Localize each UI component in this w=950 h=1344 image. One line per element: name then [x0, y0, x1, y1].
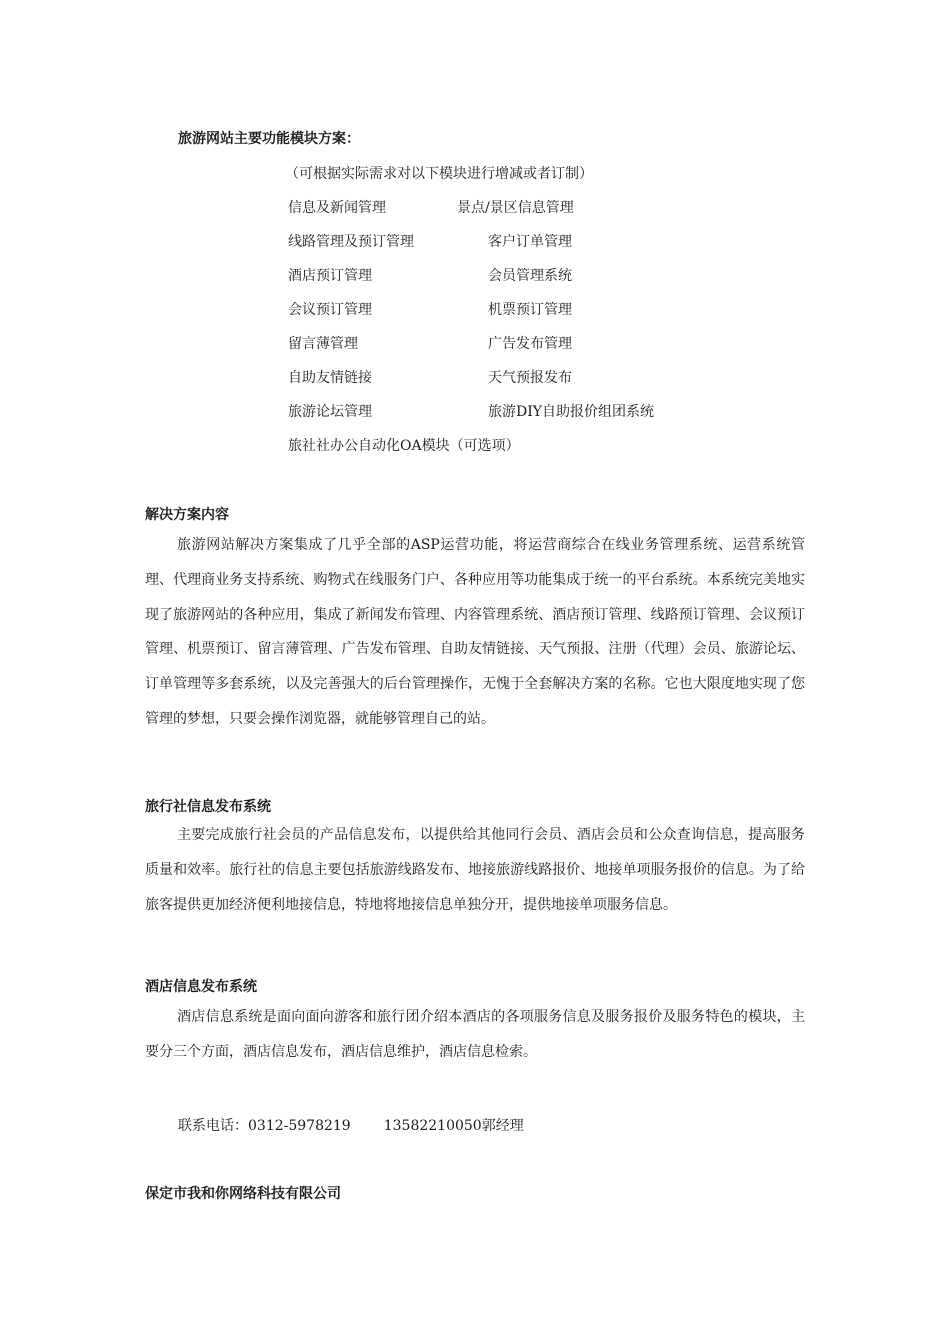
hotel-paragraph: 酒店信息系统是面向面向游客和旅行团介绍本酒店的各项服务信息及服务报价及服务特色的模块，主要分三个方面，酒店信息发布，酒店信息维护，酒店信息检索。 — [145, 1009, 805, 1060]
module-item: 酒店预订管理 — [288, 268, 372, 284]
company-name: 保定市我和你网络科技有限公司 — [145, 1186, 341, 1202]
module-item: 会议预订管理 — [288, 302, 372, 318]
contact-phone: 0312-5978219 — [248, 1118, 351, 1134]
travel-agency-paragraph: 主要完成旅行社会员的产品信息发布，以提供给其他同行会员、酒店会员和公众查询信息，提高服务质量和效率。旅行社的信息主要包括旅游线路发布、地接旅游线路报价、地接单项服务报价的信息。为了给旅客提供更加经济便利地接信息，特地将地接信息单独分开，提供地接单项服务信息。 — [145, 827, 805, 913]
contact-person: 郭经理 — [481, 1118, 524, 1134]
module-item: 广告发布管理 — [488, 336, 572, 352]
module-item: 客户订单管理 — [488, 234, 572, 250]
contact-mobile: 13582210050 — [383, 1118, 482, 1134]
hotel-heading: 酒店信息发布系统 — [145, 979, 257, 995]
module-item: 旅游论坛管理 — [288, 404, 372, 420]
module-item: 旅游DIY自助报价组团系统 — [488, 404, 654, 420]
module-item: 线路管理及预订管理 — [288, 234, 414, 250]
module-item: 景点/景区信息管理 — [457, 200, 574, 216]
module-item: 旅社社办公自动化OA模块（可选项） — [288, 438, 520, 454]
solution-heading: 解决方案内容 — [145, 507, 229, 523]
module-item: 自助友情链接 — [288, 370, 372, 386]
module-section-title: 旅游网站主要功能模块方案： — [178, 131, 360, 147]
module-item: 天气预报发布 — [488, 370, 572, 386]
solution-paragraph: 旅游网站解决方案集成了几乎全部的ASP运营功能，将运营商综合在线业务管理系统、运营系统管理、代理商业务支持系统、购物式在线服务门户、各种应用等功能集成于统一的平台系统。本系统完美地实现了旅游网站的各种应用，集成了新闻发布管理、内容管理系统、酒店预订管理、线路预订管理、会议预订管理、机票预订、留言薄管理、广告发布管理、自助友情链接、天气预报、注册（代理）会员、旅游论坛、订单管理等多套系统，以及完善强大的后台管理操作，无愧于全套解决方案的名称。它也大限度地实现了您管理的梦想，只要会操作浏览器，就能够管理自己的站。 — [145, 537, 805, 727]
module-section-note: （可根据实际需求对以下模块进行增减或者订制） — [285, 166, 593, 182]
module-item: 机票预订管理 — [488, 302, 572, 318]
travel-agency-heading: 旅行社信息发布系统 — [145, 799, 271, 815]
module-item: 会员管理系统 — [488, 268, 572, 284]
contact-label: 联系电话： — [178, 1118, 248, 1134]
contact-line — [178, 1115, 524, 1135]
module-item: 信息及新闻管理 — [288, 200, 386, 216]
module-item: 留言薄管理 — [288, 336, 358, 352]
